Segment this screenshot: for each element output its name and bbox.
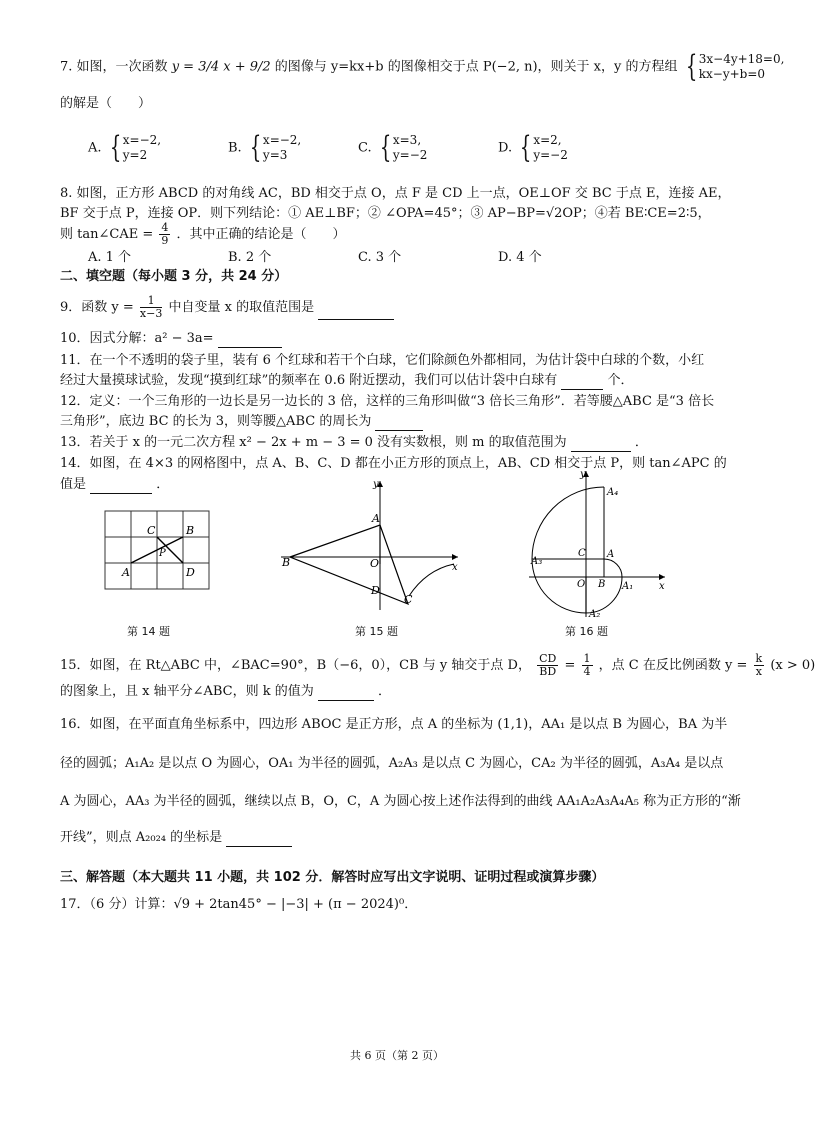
fig16-label-b: B: [598, 579, 606, 590]
fig16-label-a2: A₂: [589, 609, 601, 620]
q8-line1: 8. 如图，正方形 ABCD 的对角线 AC，BD 相交于点 O，点 F 是 CD 上一点，OE⊥OF 交 BC 于点 E，连接 AE，: [60, 186, 731, 201]
q16-line1: 16．如图，在平面直角坐标系中，四边形 ABOC 是正方形，点 A 的坐标为 (1,1)，AA₁ 是以点 B 为圆心，BA 为半: [60, 717, 728, 732]
fig15-label-o: O: [370, 557, 380, 570]
q15-line1: 15．如图，在 Rt△ABC 中，∠BAC=90°，B（−6，0），CB 与 y 轴交于点 D， $\frac{CD}{BD}$ = $\frac{1}{4}$ ，点 C 在反比例函数 y = $\frac{k}{x}$ (x > 0): [60, 652, 815, 678]
fig14-label-a: A: [122, 566, 130, 579]
figure-15: [276, 478, 466, 613]
q8-line3: 则 tan∠CAE = $\frac{4}{9}$ ．其中正确的结论是（ ）: [60, 221, 346, 247]
q12-line2: 三角形”，底边 BC 的长为 3，则等腰△ABC 的周长为: [60, 413, 423, 431]
q14-line1: 14．如图，在 4×3 的网格图中，点 A、B、C、D 都在小正方形的顶点上，AB、CD 相交于点 P，则 tan∠APC 的: [60, 456, 727, 471]
fig16-arc-4: [532, 487, 604, 559]
q8-option-a[interactable]: A. 1 个: [88, 250, 132, 265]
q15-answer-blank[interactable]: [318, 686, 374, 701]
q9-answer-blank[interactable]: [318, 305, 394, 320]
section-2-heading: 二、填空题（每小题 3 分，共 24 分）: [60, 269, 288, 284]
fig15-caption: 第 15 题: [355, 625, 398, 638]
q11-answer-blank[interactable]: [561, 375, 603, 390]
q9: 9．函数 y = $\frac{1}{x-3}$ 中自变量 x 的取值范围是: [60, 295, 394, 320]
q7-option-c[interactable]: C. { x=3, y=−2: [358, 130, 428, 165]
q7-option-d[interactable]: D. { x=2, y=−2: [498, 130, 568, 165]
fig16-label-o: O: [577, 579, 586, 590]
q8-fraction: $\frac{4}{9}$: [161, 221, 169, 247]
figure-14: [95, 506, 220, 606]
q16-line4: 开线”，则点 A₂₀₂₄ 的坐标是: [60, 829, 292, 847]
q16-answer-blank[interactable]: [226, 832, 292, 847]
fig15-label-d: D: [371, 584, 380, 597]
q7-function: y = 3/4 x + 9/2: [171, 59, 271, 75]
fig15-label-a: A: [372, 512, 380, 525]
fig16-label-a3: A₃: [531, 556, 543, 567]
figure-16: [525, 467, 675, 622]
fig16-arc-1: [604, 559, 622, 577]
page-footer: 共 6 页（第 2 页）: [350, 1049, 444, 1062]
q7-eq1: 3x−4y+18=0,: [698, 52, 785, 66]
q13-answer-blank[interactable]: [571, 437, 631, 452]
q7-line2: 的解是（ ）: [60, 96, 152, 111]
fig14-label-d: D: [186, 566, 195, 579]
fig15-label-x: x: [452, 562, 458, 573]
q7-equation-system: { 3x−4y+18=0, kx−y+b=0: [685, 49, 785, 84]
q17: 17．（6 分）计算：√9 + 2tan45° − |−3| + (π − 2024)⁰．: [60, 897, 418, 912]
fig16-label-a1: A₁: [622, 581, 634, 592]
q9-fraction: $\frac{1}{x-3}$: [139, 294, 163, 320]
q10: 10．因式分解：a² − 3a=: [60, 330, 282, 348]
q14-line2: 值是 ．: [60, 477, 170, 492]
q7-line1: [60, 49, 785, 84]
fig16-label-c: C: [578, 548, 586, 559]
q11-line2: 经过大量摸球试验，发现“摸到红球”的频率在 0.6 附近摆动，我们可以估计袋中白球有 个．: [60, 373, 634, 388]
q7-text: 的图像与 y=kx+b 的图像相交于点 P(−2, n)，则关于 x，y 的方程组: [274, 59, 678, 75]
fig14-label-b: B: [186, 524, 195, 537]
q8-option-c[interactable]: C. 3 个: [358, 250, 402, 265]
q10-answer-blank[interactable]: [218, 333, 282, 348]
fig16-caption: 第 16 题: [565, 625, 608, 638]
q7-option-b[interactable]: B. { x=−2, y=3: [228, 130, 302, 165]
q12-answer-blank[interactable]: [375, 416, 423, 431]
fig15-label-c: C: [404, 593, 413, 606]
q8-option-b[interactable]: B. 2 个: [228, 250, 272, 265]
fig15-label-y: y: [373, 479, 379, 490]
fig15-curve: [409, 564, 454, 596]
q13: 13．若关于 x 的一元二次方程 x² − 2x + m − 3 = 0 没有实数根，则 m 的取值范围为 ．: [60, 435, 648, 450]
q15-line2: 的图象上，且 x 轴平分∠ABC，则 k 的值为 ．: [60, 684, 392, 699]
fig14-label-p: P: [159, 548, 166, 559]
q11-line1: 11．在一个不透明的袋子里，装有 6 个红球和若干个白球，它们除颜色外都相同，为估计袋中白球的个数，小红: [60, 353, 705, 368]
fig16-label-a4: A₄: [607, 487, 619, 498]
fig15-triangle: [290, 525, 408, 604]
q7-option-a[interactable]: A. { x=−2, y=2: [88, 130, 162, 165]
fig16-square: [586, 559, 604, 577]
q16-line2: 径的圆弧；A₁A₂ 是以点 O 为圆心，OA₁ 为半径的圆弧，A₂A₃ 是以点 C 为圆心，CA₂ 为半径的圆弧，A₃A₄ 是以点: [60, 756, 724, 771]
fig16-label-y: y: [580, 469, 586, 480]
q8-line2: BF 交于点 P，连接 OP．则下列结论：① AE⊥BF；② ∠OPA=45°；③ AP−BP=√2OP；④若 BE∶CE=2∶5，: [60, 206, 711, 221]
fig16-label-a: A: [607, 549, 615, 560]
section-3-heading: 三、解答题（本大题共 11 小题，共 102 分．解答时应写出文字说明、证明过程或演算步骤）: [60, 870, 605, 885]
fig16-label-x: x: [659, 581, 665, 592]
q16-line3: A 为圆心，AA₃ 为半径的圆弧，继续以点 B，O，C，A 为圆心按上述作法得到的曲线 AA₁A₂A₃A₄A₅ 称为正方形的“渐: [60, 794, 741, 809]
fig15-label-b: B: [282, 556, 291, 569]
q14-answer-blank[interactable]: [90, 479, 152, 494]
fig14-label-c: C: [147, 524, 156, 537]
q7-intro: 7. 如图，一次函数: [60, 59, 168, 75]
q7-eq2: kx−y+b=0: [698, 67, 766, 81]
q8-option-d[interactable]: D. 4 个: [498, 250, 542, 265]
fig14-caption: 第 14 题: [127, 625, 170, 638]
q12-line1: 12．定义：一个三角形的一边长是另一边长的 3 倍，这样的三角形叫做“3 倍长三角形”．若等腰△ABC 是“3 倍长: [60, 394, 715, 409]
